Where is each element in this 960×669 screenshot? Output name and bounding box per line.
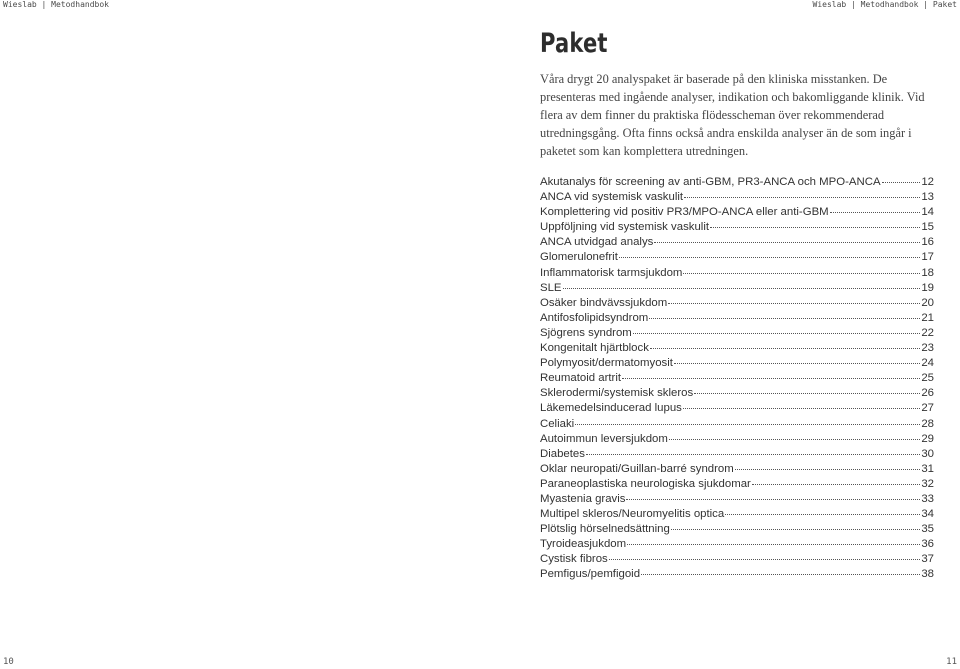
toc-dot-leader	[752, 476, 920, 485]
toc-entry[interactable]	[540, 536, 934, 551]
toc-dot-leader	[669, 431, 920, 440]
toc-dot-leader	[710, 219, 920, 228]
toc-entry[interactable]	[540, 385, 934, 400]
toc-entry[interactable]	[540, 400, 934, 415]
toc-entry[interactable]	[540, 310, 934, 325]
toc-entry-page: 18	[921, 266, 934, 279]
toc-entry-title: ANCA vid systemisk vaskulit	[540, 191, 684, 204]
toc-entry[interactable]	[540, 355, 934, 370]
toc-entry[interactable]	[540, 234, 934, 249]
toc-entry[interactable]	[540, 491, 934, 506]
toc-entry[interactable]	[540, 416, 934, 431]
toc-entry[interactable]	[540, 189, 934, 204]
toc-entry-page: 19	[921, 281, 934, 294]
toc-dot-leader	[649, 310, 920, 319]
toc-entry-page: 23	[921, 342, 934, 355]
toc-dot-leader	[684, 189, 920, 198]
toc-dot-leader	[619, 249, 920, 258]
toc-entry-title: Autoimmun leversjukdom	[540, 432, 668, 445]
toc-entry-page: 33	[921, 492, 934, 505]
toc-entry-page: 26	[921, 387, 934, 400]
toc-dot-leader	[683, 400, 920, 409]
toc-entry-title: Multipel skleros/Neuromyelitis optica	[540, 508, 725, 521]
toc-entry-page: 34	[921, 508, 934, 521]
toc-entry[interactable]	[540, 325, 934, 340]
toc-entry-title: Läkemedelsinducerad lupus	[540, 402, 682, 415]
toc-entry-title: Kongenitalt hjärtblock	[540, 342, 649, 355]
page-number-right: 11	[946, 657, 957, 667]
toc-entry-title: Inflammatorisk tarmsjukdom	[540, 266, 683, 279]
toc-entry[interactable]	[540, 370, 934, 385]
toc-entry-page: 37	[921, 553, 934, 566]
toc-dot-leader	[683, 265, 920, 274]
toc-dot-leader	[694, 385, 920, 394]
toc-entry-title: Tyroideasjukdom	[540, 538, 627, 551]
toc-entry-title: Myastenia gravis	[540, 492, 626, 505]
toc-entry-title: Cystisk fibros	[540, 553, 608, 566]
toc-entry-title: SLE	[540, 281, 562, 294]
toc-entry-page: 20	[921, 296, 934, 309]
toc-entry-title: Diabetes	[540, 447, 585, 460]
toc-entry-title: Celiaki	[540, 417, 575, 430]
toc-entry[interactable]	[540, 340, 934, 355]
toc-entry-page: 28	[921, 417, 934, 430]
toc-entry-title: ANCA utvidgad analys	[540, 236, 654, 249]
toc-entry-page: 31	[921, 462, 934, 475]
toc-dot-leader	[627, 536, 920, 545]
toc-entry-title: Paraneoplastiska neurologiska sjukdomar	[540, 477, 751, 490]
toc-entry[interactable]	[540, 280, 934, 295]
intro-paragraph: Våra drygt 20 analyspaket är baserade på den kliniska misstanken. De presenteras med ingående analyser, indikation och bakomliggande klinik. Vid flera av dem finner du praktiska flödesscheman över rekommenderad utredningsgång. Ofta finns också andra enskilda analyser än de som ingår i paketet som kan komplettera utredningen.	[540, 72, 925, 158]
toc-entry-title: Glomerulonefrit	[540, 251, 618, 264]
toc-entry-page: 17	[921, 251, 934, 264]
toc-dot-leader	[674, 355, 920, 364]
running-header-left: Wieslab | Metodhandbok	[3, 0, 109, 9]
toc-entry-page: 12	[921, 176, 934, 188]
page-number-left: 10	[3, 657, 14, 667]
toc-dot-leader	[725, 506, 920, 515]
toc-dot-leader	[626, 491, 920, 500]
toc-dot-leader	[586, 446, 920, 455]
toc-entry-page: 25	[921, 372, 934, 385]
toc-entry[interactable]	[540, 551, 934, 566]
toc-dot-leader	[641, 566, 920, 575]
toc-entry[interactable]	[540, 566, 934, 581]
toc-dot-leader	[609, 551, 921, 560]
toc-entry-title: Plötslig hörselnedsättning	[540, 523, 670, 536]
toc-entry-title: Akutanalys för screening av anti-GBM, PR3-ANCA och MPO-ANCA	[540, 176, 881, 188]
toc-entry-title: Oklar neuropati/Guillan-barré syndrom	[540, 462, 734, 475]
toc-dot-leader	[575, 416, 920, 425]
toc-entry-page: 32	[921, 477, 934, 490]
toc-entry[interactable]	[540, 295, 934, 310]
toc-entry[interactable]	[540, 446, 934, 461]
toc-dot-leader	[633, 325, 921, 334]
toc-entry-page: 35	[921, 523, 934, 536]
toc-entry-title: Uppföljning vid systemisk vaskulit	[540, 221, 710, 234]
toc-entry[interactable]	[540, 174, 934, 189]
toc-entry-page: 36	[921, 538, 934, 551]
toc-entry[interactable]	[540, 521, 934, 536]
toc-entry-page: 15	[921, 221, 934, 234]
toc-entry[interactable]	[540, 461, 934, 476]
toc-entry-title: Komplettering vid positiv PR3/MPO-ANCA eller anti-GBM	[540, 206, 829, 219]
table-of-contents	[540, 174, 934, 582]
toc-dot-leader	[622, 370, 920, 379]
toc-dot-leader	[735, 461, 921, 470]
toc-entry-page: 14	[921, 206, 934, 219]
toc-dot-leader	[882, 174, 921, 183]
toc-entry-title: Antifosfolipidsyndrom	[540, 311, 649, 324]
toc-entry[interactable]	[540, 265, 934, 280]
toc-entry[interactable]	[540, 219, 934, 234]
toc-entry-title: Pemfigus/pemfigoid	[540, 568, 641, 581]
toc-entry[interactable]	[540, 249, 934, 264]
toc-entry-title: Sjögrens syndrom	[540, 326, 632, 339]
toc-entry-page: 38	[921, 568, 934, 581]
toc-dot-leader	[668, 295, 920, 304]
toc-entry[interactable]	[540, 431, 934, 446]
toc-dot-leader	[830, 204, 921, 213]
running-header-right: Wieslab | Metodhandbok | Paket	[812, 0, 957, 9]
toc-entry-title: Osäker bindvävssjukdom	[540, 296, 668, 309]
toc-entry-page: 30	[921, 447, 934, 460]
toc-dot-leader	[563, 280, 921, 289]
toc-entry-page: 16	[921, 236, 934, 249]
toc-dot-leader	[654, 234, 920, 243]
toc-dot-leader	[650, 340, 920, 349]
toc-entry-page: 29	[921, 432, 934, 445]
toc-entry-title: Polymyosit/dermatomyosit	[540, 357, 673, 370]
toc-entry[interactable]	[540, 204, 934, 219]
toc-dot-leader	[671, 521, 921, 530]
toc-entry[interactable]	[540, 506, 934, 521]
toc-entry-title: Sklerodermi/systemisk skleros	[540, 387, 694, 400]
toc-entry-page: 24	[921, 357, 934, 370]
toc-entry[interactable]	[540, 476, 934, 491]
toc-entry-page: 21	[921, 311, 934, 324]
toc-entry-title: Reumatoid artrit	[540, 372, 622, 385]
toc-entry-page: 27	[921, 402, 934, 415]
toc-entry-page: 13	[921, 191, 934, 204]
page-title: Paket	[540, 28, 608, 59]
toc-entry-page: 22	[921, 326, 934, 339]
